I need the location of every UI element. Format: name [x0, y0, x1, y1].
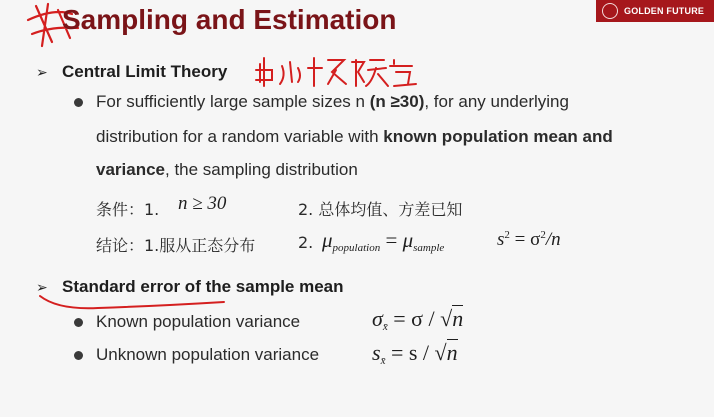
page-title: Sampling and Estimation	[62, 4, 397, 35]
dot-bullet-icon	[74, 318, 83, 327]
se-sigma: σ	[372, 306, 383, 331]
var-sup-2: 2	[540, 229, 546, 241]
known-se-formula: $\sigma_{x̄} = \sigma / √n$	[372, 306, 464, 333]
university-seal-icon	[602, 3, 618, 19]
logo-bar	[596, 0, 714, 22]
dot-bullet-icon	[74, 351, 83, 360]
condition-label: 条件：1.	[96, 200, 160, 219]
conclusion-2: 2.	[298, 233, 314, 252]
clt-line-3	[96, 160, 358, 180]
se-xbar-1: x̄	[382, 321, 388, 333]
triangle-bullet-icon: ➢	[36, 64, 48, 80]
handwritten-annotation	[252, 52, 422, 90]
clt-line-3-b: , the sampling distribution	[165, 160, 358, 179]
clt-line-1-b: (n ≥30)	[369, 92, 425, 111]
clt-line-2-a: distribution for a random variable with	[96, 127, 384, 146]
mu-sub-pop: population	[332, 242, 381, 254]
triangle-bullet-icon: ➢	[36, 279, 48, 295]
se-s: s	[372, 340, 381, 365]
var-sigma: = σ	[509, 229, 541, 250]
clt-line-1	[96, 92, 569, 112]
clt-line-1-a: For sufficiently large sample sizes n	[96, 92, 370, 111]
mu-pop: μ	[322, 228, 333, 252]
variance-formula	[497, 229, 561, 251]
dot-bullet-icon	[74, 98, 83, 107]
unknown-variance-label: Unknown population variance	[96, 345, 320, 364]
var-over-n: /n	[545, 229, 561, 250]
se-unknown-rhs: = s /	[390, 340, 435, 365]
clt-line-2	[96, 127, 613, 147]
known-variance-label: Known population variance	[96, 312, 301, 331]
unknown-se-formula: $s_{x̄} = s / √n$	[372, 340, 458, 367]
logo-text: GOLDEN FUTURE	[624, 6, 705, 16]
clt-line-2-b: known population mean and	[383, 127, 613, 146]
underline-annotation	[38, 292, 228, 314]
condition-math: n ≥ 30	[178, 193, 227, 214]
var-s: s	[497, 229, 505, 250]
se-known-rhs: = σ /	[393, 306, 441, 331]
mean-equality-formula	[322, 228, 444, 254]
se-unknown-n: n	[446, 340, 458, 365]
clt-line-3-a: variance	[96, 160, 165, 179]
se-xbar-2: x̄	[380, 355, 386, 367]
se-known-n: n	[452, 306, 464, 331]
section-heading-clt: Central Limit Theory	[62, 62, 228, 81]
mu-sample: μ	[402, 228, 414, 252]
condition-2: 2. 总体均值、方差已知	[298, 200, 463, 219]
var-sup-1: 2	[504, 229, 510, 241]
equals-sign: =	[385, 228, 398, 252]
section-heading-se: Standard error of the sample mean	[62, 277, 344, 296]
conclusion-label: 结论：1.服从正态分布	[96, 236, 256, 255]
mu-sub-sample: sample	[413, 242, 445, 254]
clt-line-1-c: , for any underlying	[424, 92, 569, 111]
